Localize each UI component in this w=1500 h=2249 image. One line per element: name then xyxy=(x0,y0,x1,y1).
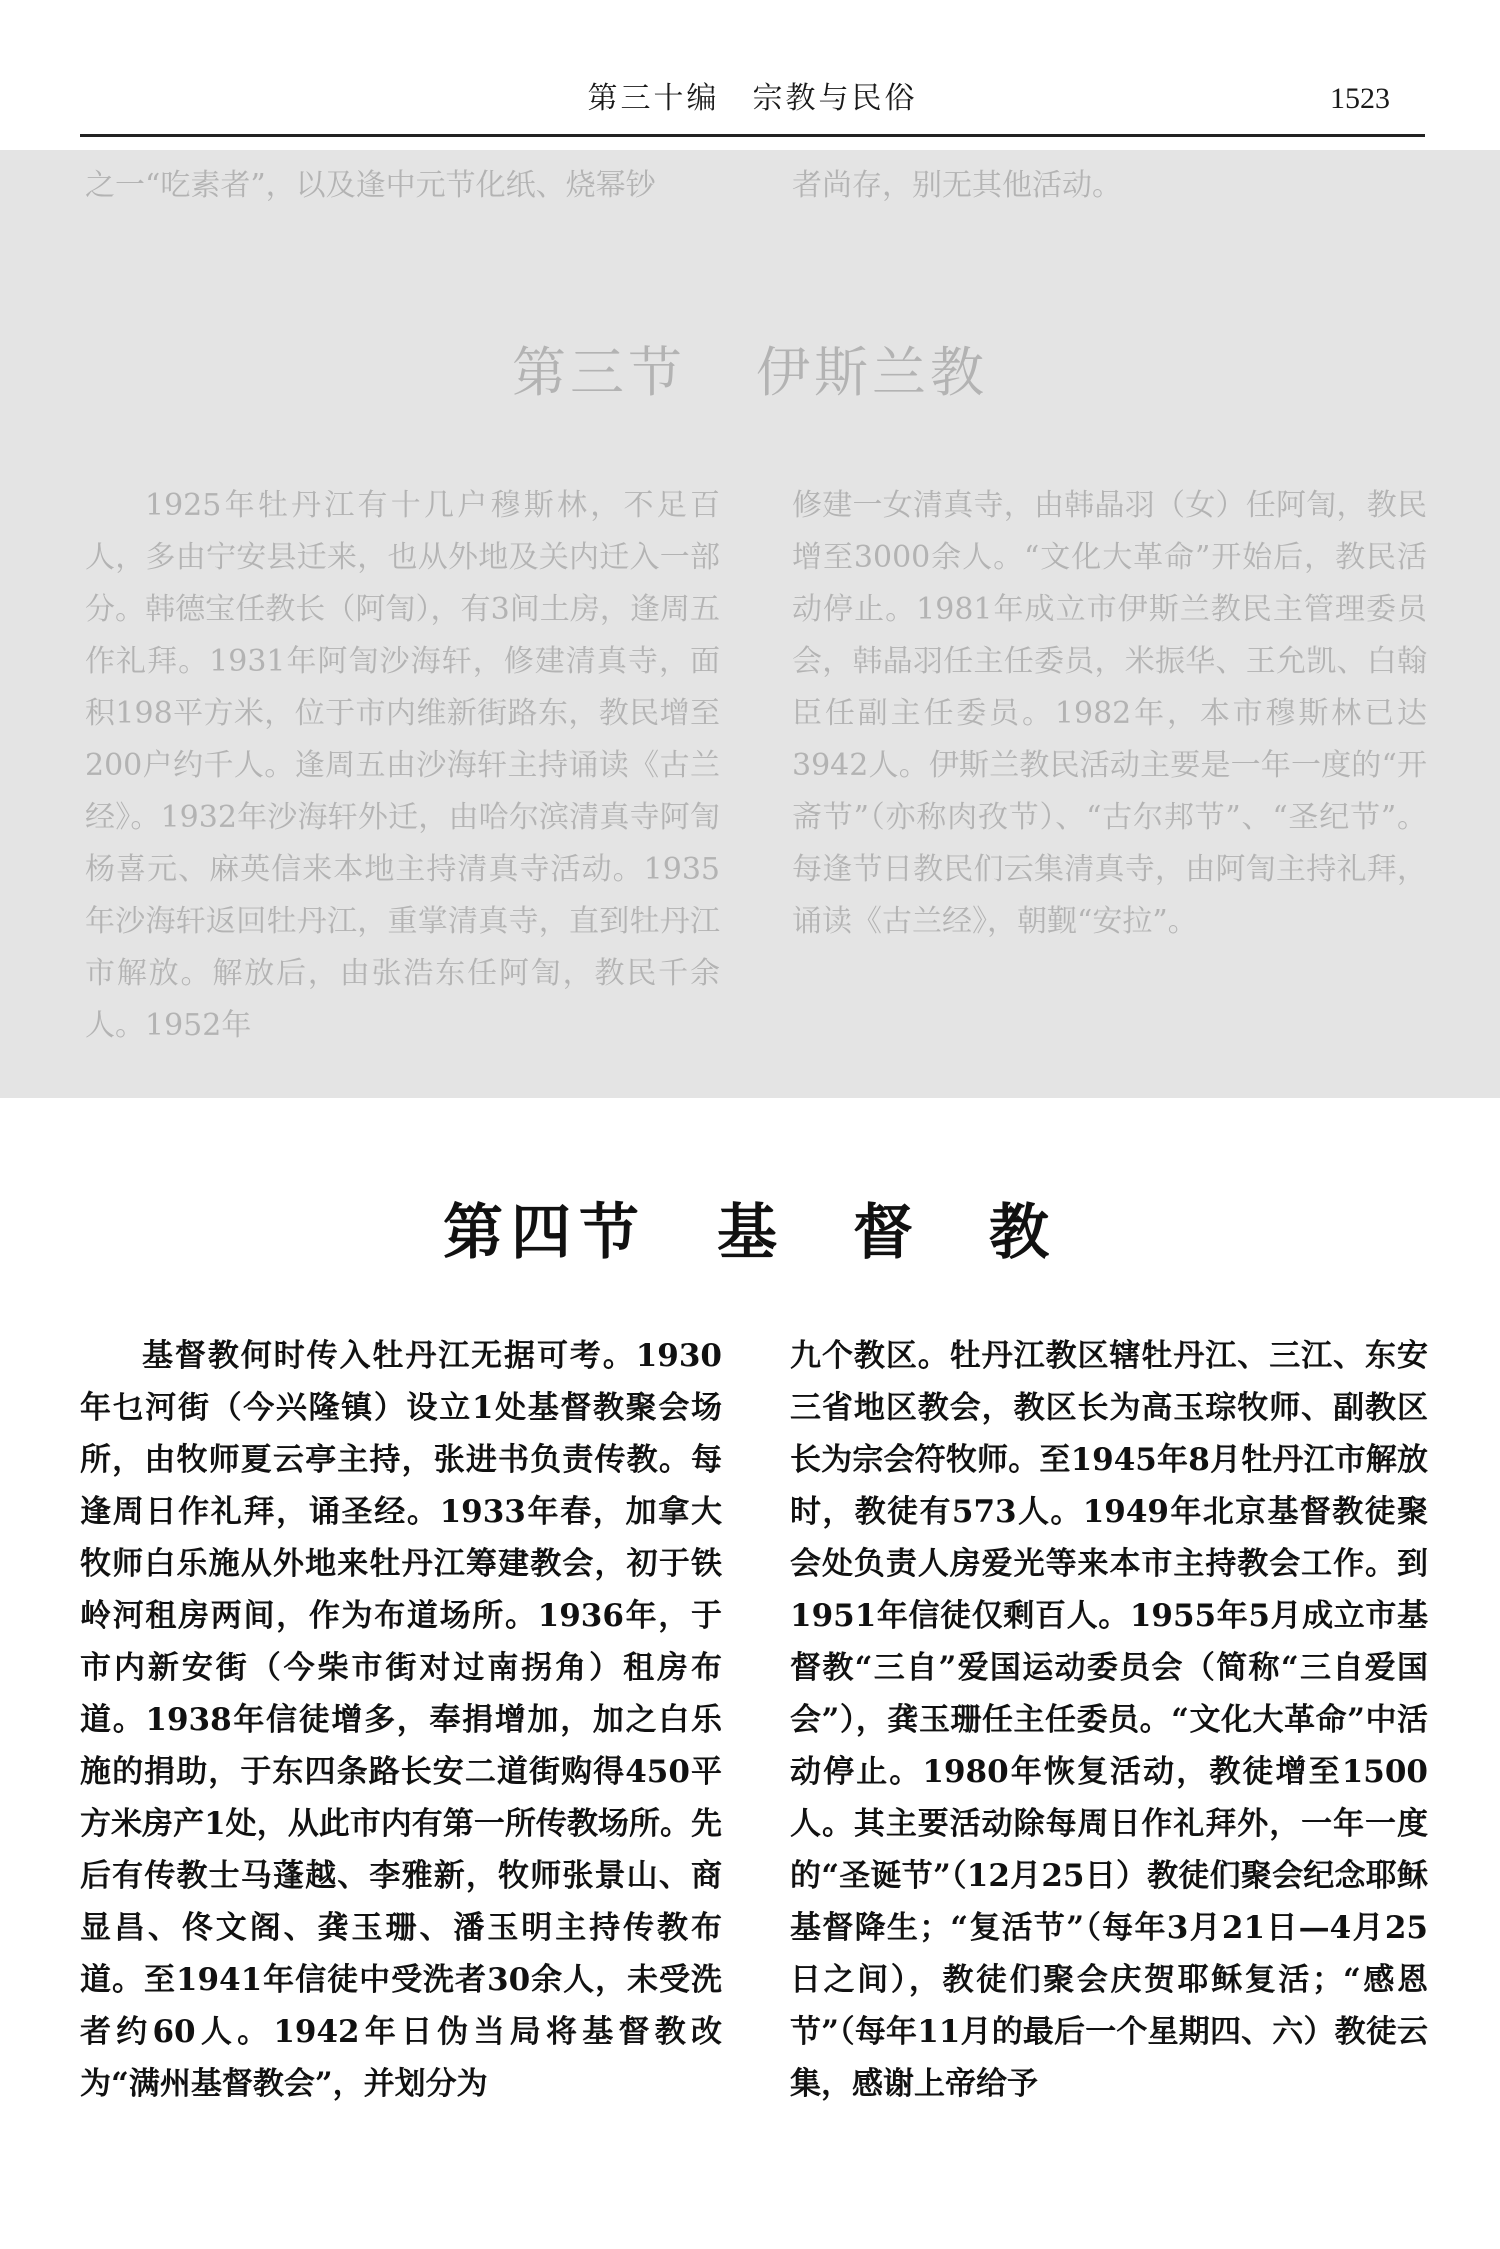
section-3-right-column: 修建一女清真寺，由韩晶羽（女）任阿訇，教民增至3000余人。“文化大革命”开始后，教民活动停止。1981年成立市伊斯兰教民主管理委员会，韩晶羽任主任委员，米振华、王允凯、白翰臣任副主任委员。1982年，本市穆斯林已达3942人。伊斯兰教民活动主要是一年一度的“开斋节”（亦称肉孜节）、“古尔邦节”、“圣纪节”。每逢节日教民们云集清真寺，由阿訇主持礼拜，诵读《古兰经》，朝觐“安拉”。 xyxy=(792,488,1427,939)
section-3-name: 伊斯兰教 xyxy=(756,341,988,404)
page-number: 1523 xyxy=(1330,82,1390,115)
section-4-number: 第四节 xyxy=(443,1198,647,1268)
prev-section-tail-right: 者尚存，别无其他活动。 xyxy=(792,168,1122,203)
section-4-heading xyxy=(0,1185,1500,1271)
running-head xyxy=(80,74,1425,137)
prev-section-tail-left: 之一“吃素者”，以及逢中元节化纸、烧幂钞 xyxy=(85,168,656,203)
section-4-left-column: 基督教何时传入牡丹江无据可考。1930年乜河街（今兴隆镇）设立1处基督教聚会场所，由牧师夏云亭主持，张进书负责传教。每逢周日作礼拜，诵圣经。1933年春，加拿大牧师白乐施从外地来牡丹江筹建教会，初于铁岭河租房两间，作为布道场所。1936年，于市内新安街（今柴市街对过南拐角）租房布道。1938年信徒增多，奉捐增加，加之白乐施的捐助，于东四条路长安二道街购得450平方米房产1处，从此市内有第一所传教场所。先后有传教士马蓬越、李雅新，牧师张景山、商显昌、佟文阁、龚玉珊、潘玉明主持传教布道。至1941年信徒中受洗者30余人，未受洗者约60人。1942年日伪当局将基督教改为“满州基督教会”，并划分为 xyxy=(80,1338,722,2102)
running-head-title: 第三十编 宗教与民俗 xyxy=(587,81,918,116)
section-4-right-column: 九个教区。牡丹江教区辖牡丹江、三江、东安三省地区教会，教区长为高玉琮牧师、副教区长为宗会符牧师。至1945年8月牡丹江市解放时，教徒有573人。1949年北京基督教徒聚会处负责人房爱光等来本市主持教会工作。到1951年信徒仅剩百人。1955年5月成立市基督教“三自”爱国运动委员会（简称“三自爱国会”），龚玉珊任主任委员。“文化大革命”中活动停止。1980年恢复活动，教徒增至1500人。其主要活动除每周日作礼拜外，一年一度的“圣诞节”（12月25日）教徒们聚会纪念耶稣基督降生；“复活节”（每年3月21日—4月25日之间），教徒们聚会庆贺耶稣复活；“感恩节”（每年11月的最后一个星期四、六）教徒云集，感谢上帝给予 xyxy=(790,1338,1428,2102)
section-3-heading xyxy=(0,330,1500,407)
section-4-name: 基 督 教 xyxy=(717,1198,1057,1268)
section-3-left-column: 1925年牡丹江有十几户穆斯林，不足百人，多由宁安县迁来，也从外地及关内迁入一部分。韩德宝任教长（阿訇），有3间土房，逢周五作礼拜。1931年阿訇沙海轩，修建清真寺，面积198平方米，位于市内维新街路东，教民增至200户约千人。逢周五由沙海轩主持诵读《古兰经》。1932年沙海轩外迁，由哈尔滨清真寺阿訇杨喜元、麻英信来本地主持清真寺活动。1935年沙海轩返回牡丹江，重掌清真寺，直到牡丹江市解放。解放后，由张浩东任阿訇，教民千余人。1952年 xyxy=(85,488,720,1043)
section-3-number: 第三节 xyxy=(512,341,686,404)
